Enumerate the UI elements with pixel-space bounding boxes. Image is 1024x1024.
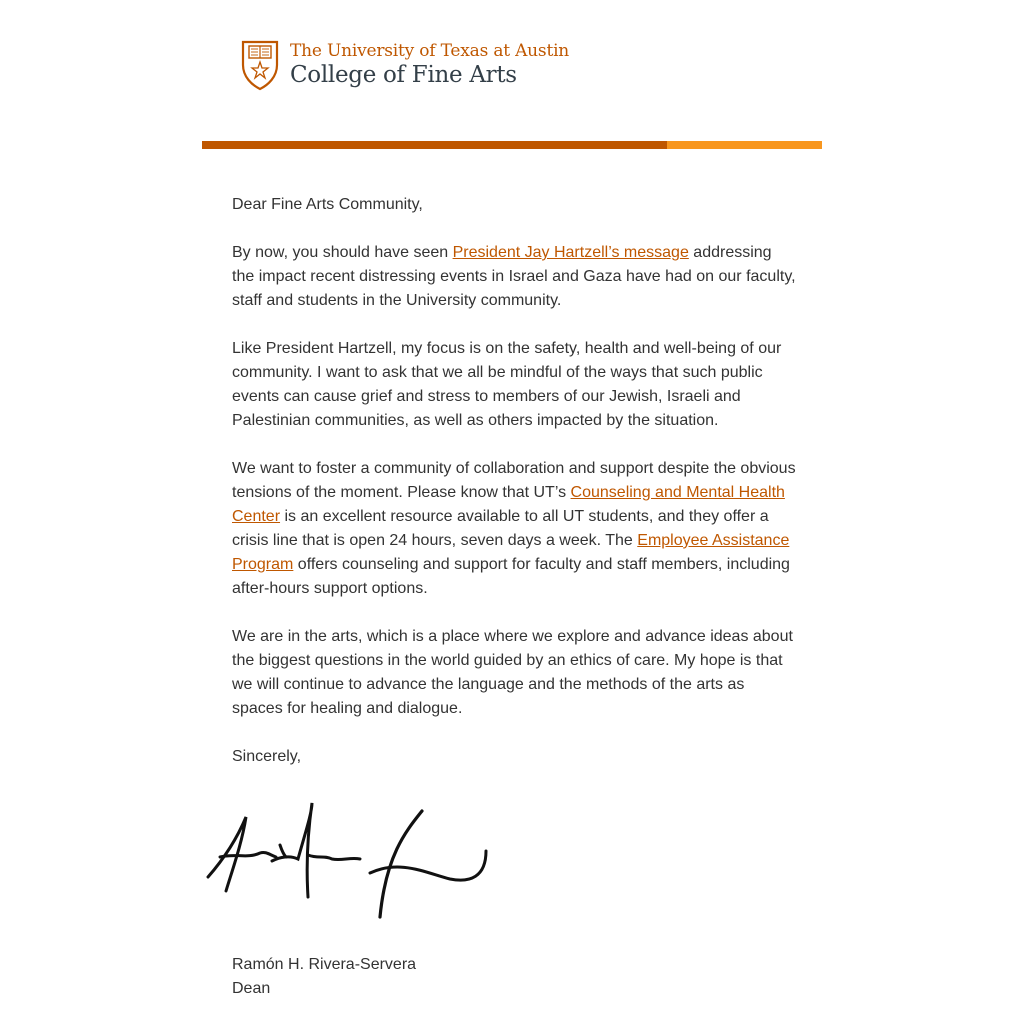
- paragraph-2: Like President Hartzell, my focus is on the safety, health and well-being of our community. I want to ask that we all be mindful of the ways that such public events can cause grief and stress to members of our Jewish, Israeli and Palestinian communities, as well as others impacted by the situation.: [232, 340, 782, 429]
- p3-text-a: We want to foster a community of collaboration and support despite the obvious tensions of the moment. Please know that UT’s: [232, 460, 796, 501]
- handwritten-signature: [200, 795, 500, 925]
- ut-seal-icon: [240, 39, 280, 91]
- counseling-center-link[interactable]: Counseling and Mental Health Center: [232, 484, 785, 525]
- p3-text-b: is an excellent resource available to all UT students, and they offer a crisis line that is open 24 hours, seven days a week. The: [232, 508, 769, 549]
- paragraph-1: [232, 241, 798, 313]
- college-name: College of Fine Arts: [290, 62, 517, 88]
- president-message-link[interactable]: President Jay Hartzell’s message: [452, 244, 689, 261]
- university-name: The University of Texas at Austin: [290, 41, 570, 61]
- letter-body: [232, 193, 798, 793]
- signature-block: [232, 953, 416, 1001]
- paragraph-3: [232, 457, 798, 601]
- employee-assistance-link[interactable]: Employee Assistance Program: [232, 532, 790, 573]
- p1-text-before: By now, you should have seen: [232, 244, 453, 261]
- signer-title: Dean: [232, 980, 271, 997]
- paragraph-4: We are in the arts, which is a place where we explore and advance ideas about the biggest questions in the world guided by an ethics of care. My hope is that we will continue to advance the language and the methods of the arts as spaces for healing and dialogue.: [232, 628, 793, 717]
- header-divider: [202, 141, 822, 149]
- divider-primary: [202, 141, 667, 149]
- p3-text-c: offers counseling and support for faculty and staff members, including after-hours support options.: [232, 556, 790, 597]
- wordmark: [290, 43, 569, 87]
- header-logo: [240, 38, 569, 92]
- signer-name: Ramón H. Rivera-Servera: [232, 956, 417, 973]
- p1-text-after: addressing the impact recent distressing events in Israel and Gaza have had on our faculty, staff and students in the University community.: [232, 244, 796, 309]
- divider-accent: [667, 141, 822, 149]
- greeting: Dear Fine Arts Community,: [232, 196, 423, 213]
- closing: Sincerely,: [232, 748, 302, 765]
